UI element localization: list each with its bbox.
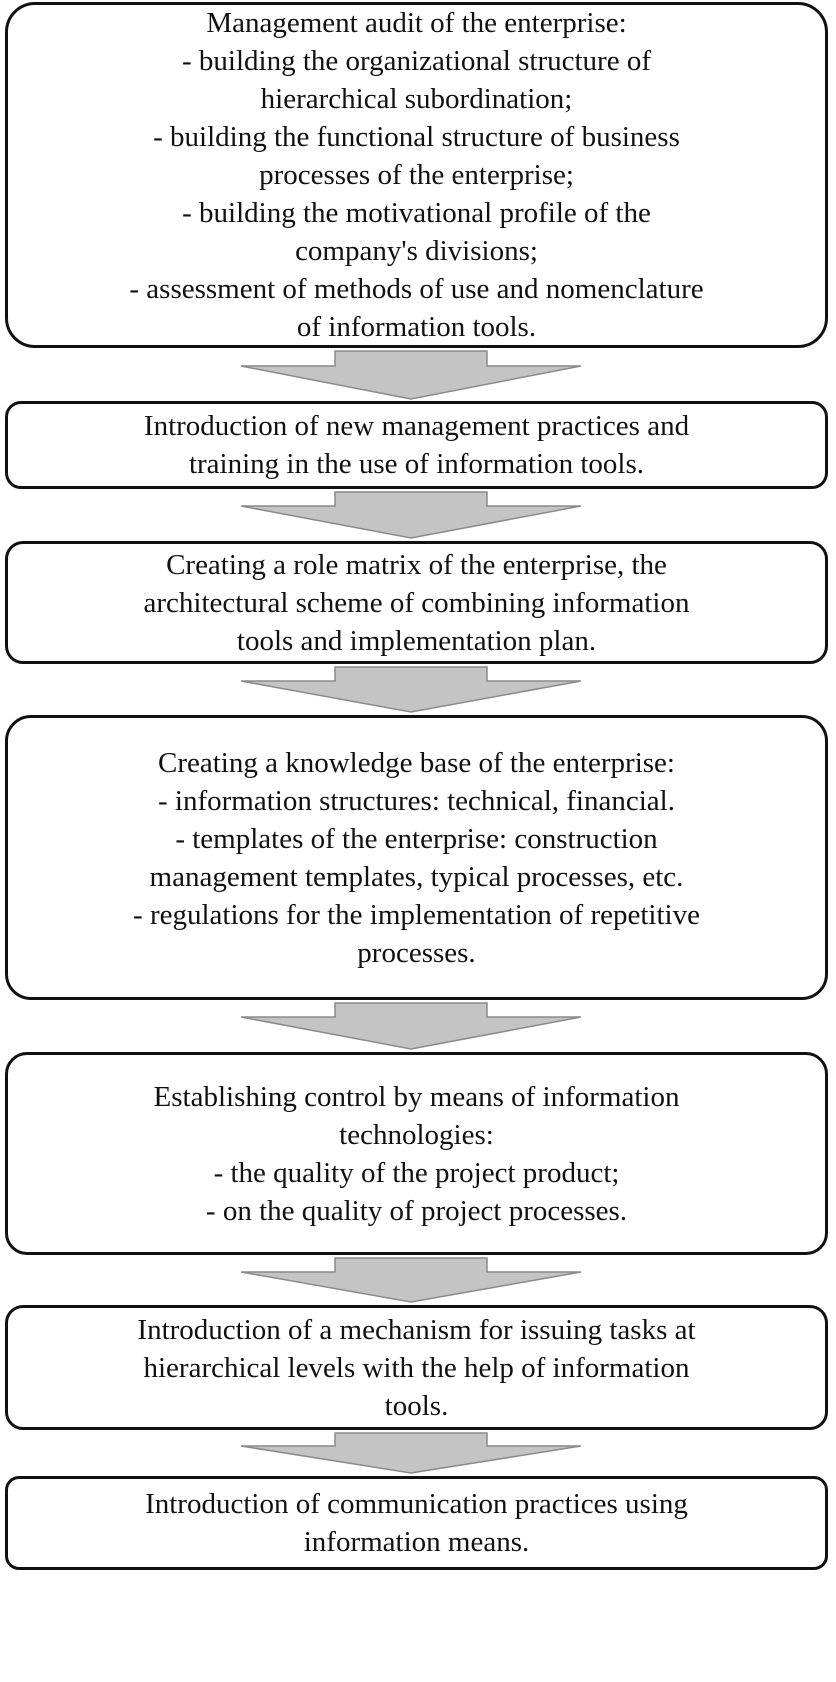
step-7-line-2: information means. (303, 1526, 530, 1558)
step-box-3 (5, 541, 828, 664)
step-2-line-1: Introduction of new management practices and (143, 410, 690, 442)
step-2-line-2: training in the use of information tools. (188, 448, 645, 480)
flow-arrow-5 (240, 1257, 582, 1303)
flow-arrow-1 (240, 350, 582, 400)
step-6-line-3: tools. (384, 1389, 449, 1422)
step-1-line-6: - building the motivational profile of the (182, 197, 651, 229)
step-1-line-7: company's divisions; (295, 235, 538, 267)
step-3-line-1: Creating a role matrix of the enterprise, the (166, 548, 667, 581)
step-box-1 (5, 2, 828, 348)
step-4-line-3: - templates of the enterprise: construction (175, 822, 658, 855)
step-1-line-2: - building the organizational structure of (182, 45, 651, 77)
step-4-line-4: management templates, typical processes, etc. (149, 860, 684, 893)
step-7-line-1: Introduction of communication practices using (145, 1488, 688, 1520)
step-box-6 (5, 1305, 828, 1430)
step-3-line-2: architectural scheme of combining information (143, 586, 690, 619)
step-1-line-5: processes of the enterprise; (259, 159, 574, 191)
step-4-line-6: processes. (357, 936, 476, 969)
step-box-2 (5, 401, 828, 489)
flow-arrow-4 (240, 1002, 582, 1050)
step-1-line-1: Management audit of the enterprise: (206, 7, 627, 39)
step-5-line-3: - the quality of the project product; (213, 1156, 620, 1189)
step-1-line-4: - building the functional structure of business (153, 121, 680, 153)
step-5-line-4: - on the quality of project processes. (205, 1194, 628, 1227)
step-1-line-9: of information tools. (296, 311, 537, 343)
flow-arrow-3 (240, 666, 582, 713)
step-4-line-2: - information structures: technical, financial. (158, 784, 675, 817)
step-1-line-8: - assessment of methods of use and nomenclature (129, 273, 704, 305)
step-box-5 (5, 1052, 828, 1255)
step-1-line-3: hierarchical subordination; (260, 83, 573, 115)
step-3-line-3: tools and implementation plan. (236, 624, 597, 657)
step-4-line-5: - regulations for the implementation of repetitive (133, 898, 700, 931)
step-6-line-2: hierarchical levels with the help of information (143, 1351, 690, 1384)
step-4-line-1: Creating a knowledge base of the enterprise: (158, 746, 675, 779)
flow-arrow-2 (240, 491, 582, 539)
flow-arrow-6 (240, 1432, 582, 1474)
step-6-line-1: Introduction of a mechanism for issuing tasks at (137, 1313, 696, 1346)
step-box-4 (5, 715, 828, 1000)
step-5-line-2: technologies: (339, 1118, 494, 1151)
step-box-7 (5, 1476, 828, 1570)
step-5-line-1: Establishing control by means of information (153, 1080, 680, 1113)
